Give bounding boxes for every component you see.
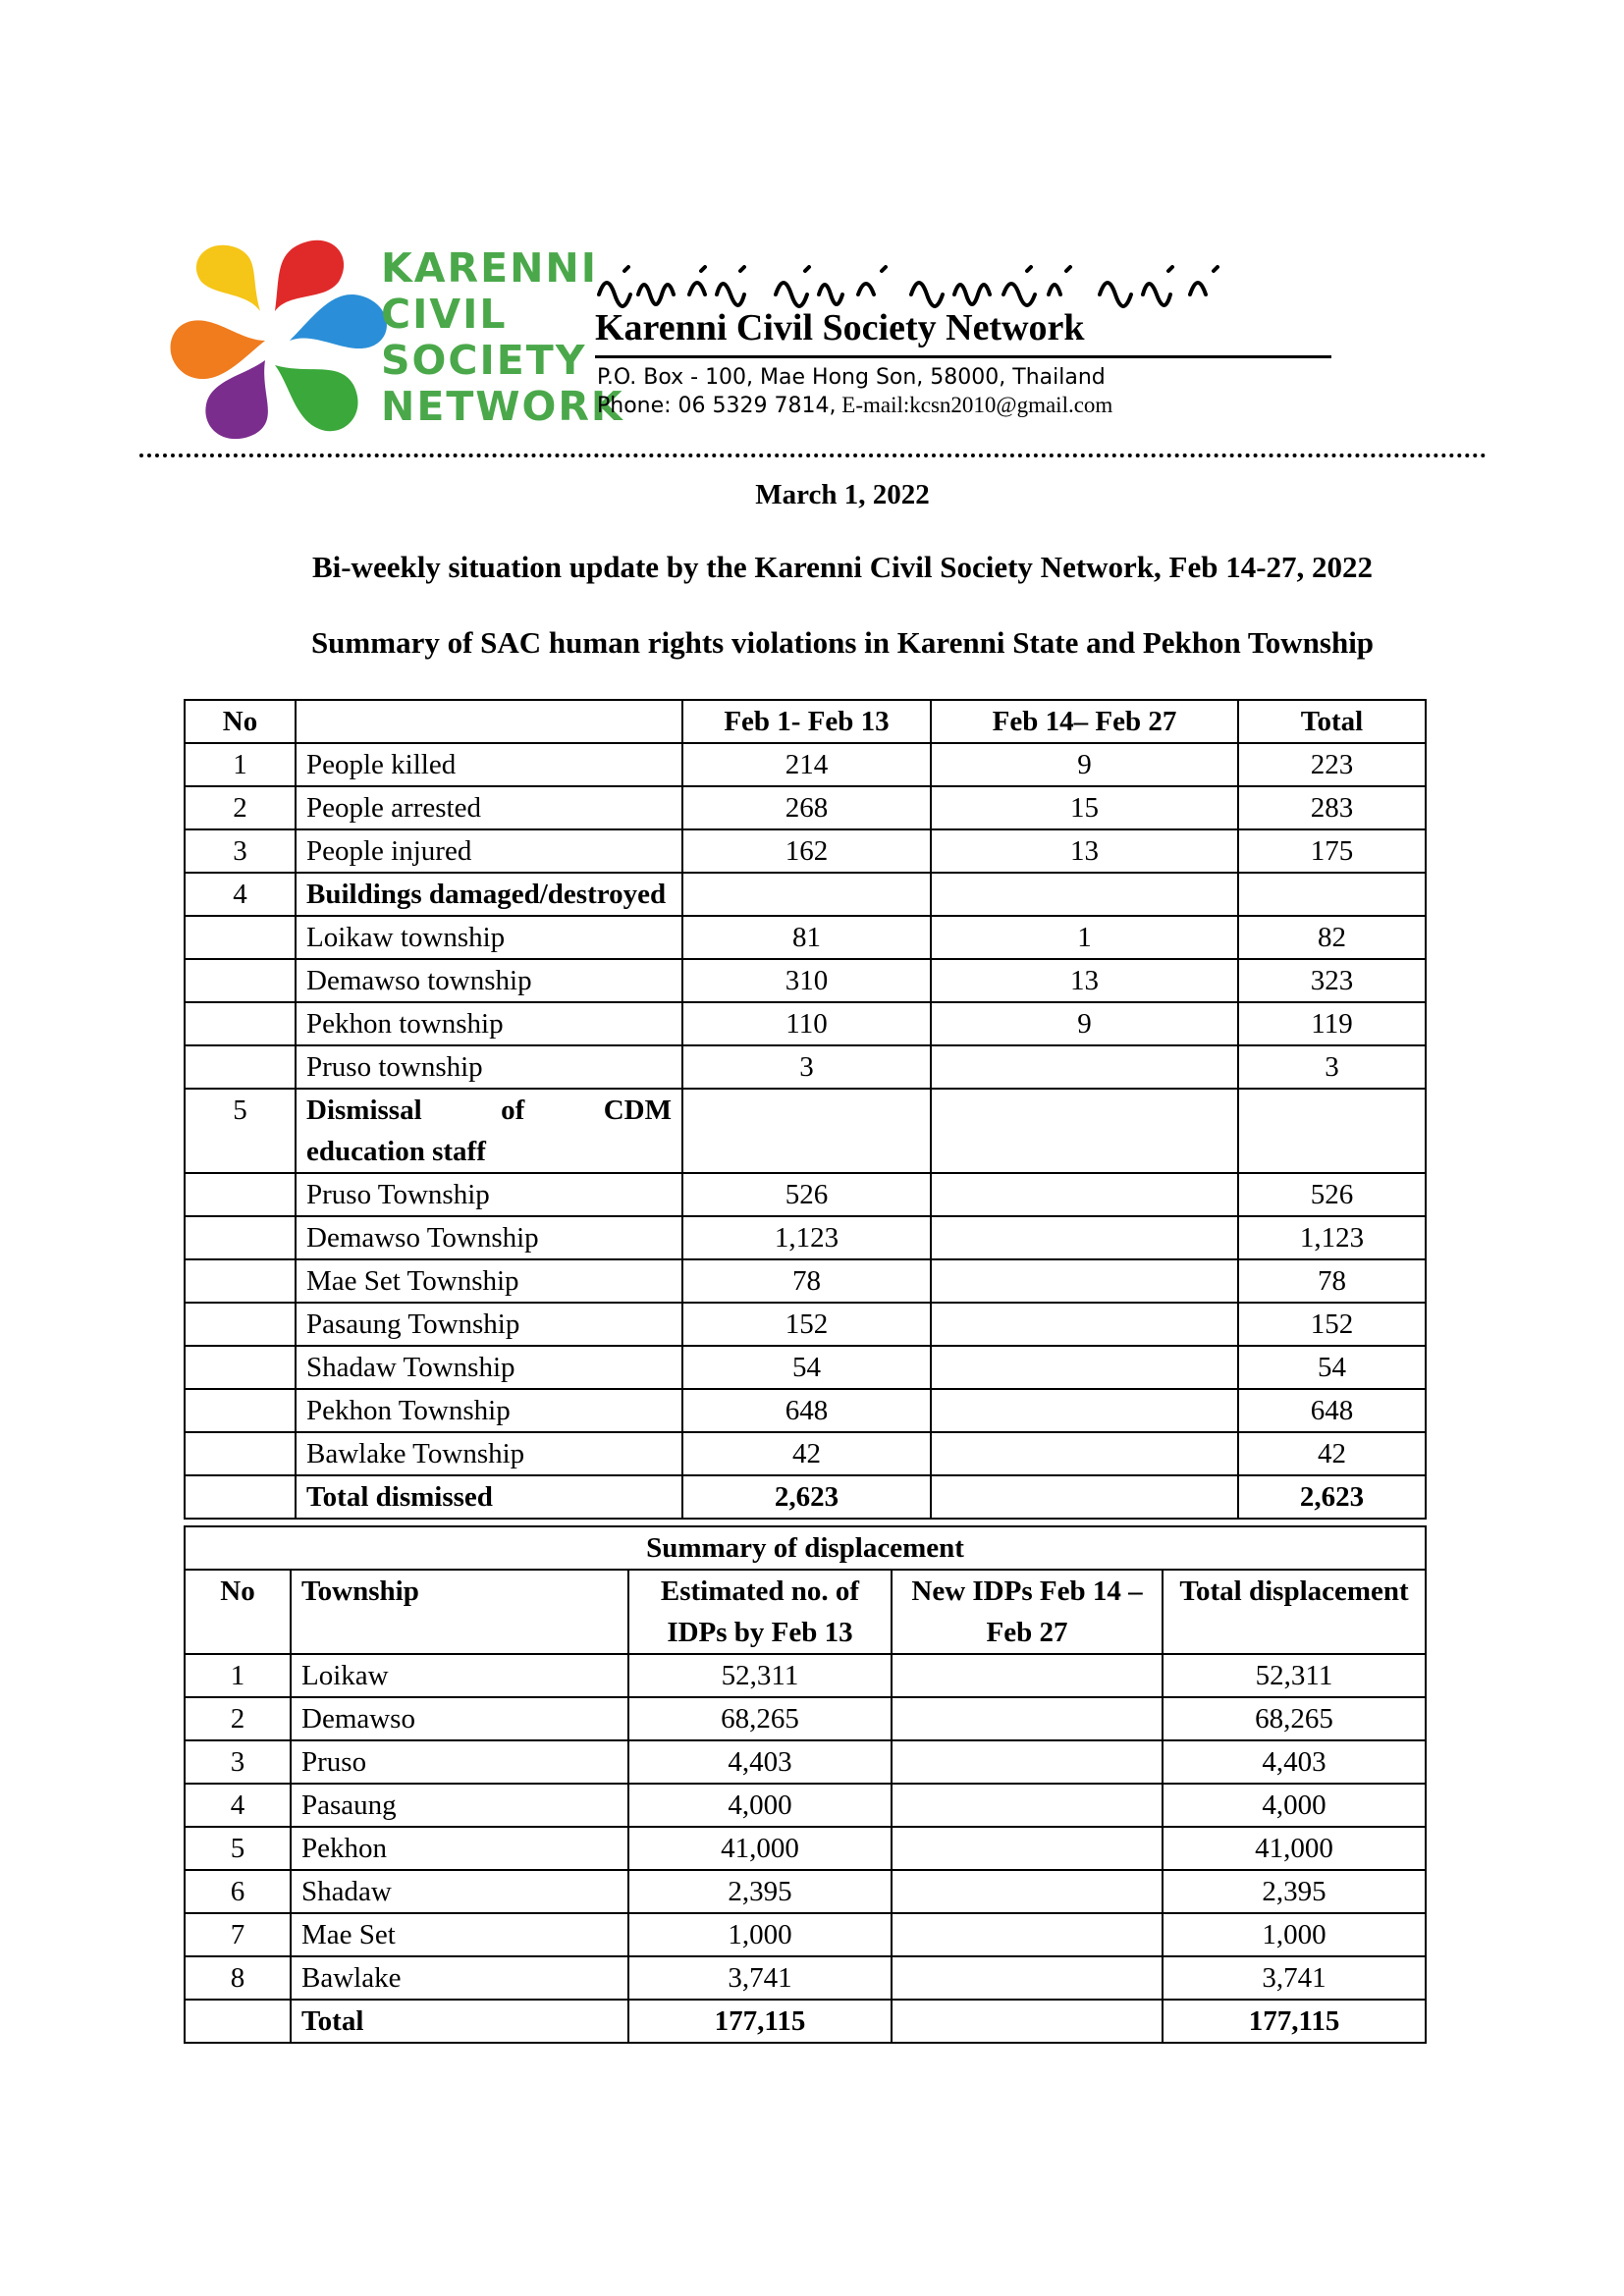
- row-number: 6: [185, 1870, 291, 1913]
- displacement-caption: Summary of displacement: [185, 1526, 1426, 1570]
- row-label-word: Dismissal: [306, 1095, 422, 1126]
- table-row: [185, 959, 1426, 1002]
- table-row: [185, 1870, 1426, 1913]
- row-label: Bawlake Township: [296, 1432, 682, 1475]
- total-value: 54: [1238, 1346, 1426, 1389]
- total-value: 152: [1238, 1303, 1426, 1346]
- row-label-line: education staff: [306, 1136, 486, 1167]
- feb14-27-value: 9: [931, 743, 1238, 786]
- column-header: No: [185, 1570, 291, 1654]
- estimated-idps-value: 4,000: [628, 1784, 892, 1827]
- row-number: 5: [185, 1827, 291, 1870]
- estimated-idps-value: 2,395: [628, 1870, 892, 1913]
- row-label: Pekhon Township: [296, 1389, 682, 1432]
- table-row: [185, 1697, 1426, 1740]
- table-row: [185, 1740, 1426, 1784]
- feb14-27-value: [931, 873, 1238, 916]
- total-displacement-value: 3,741: [1163, 1956, 1426, 2000]
- row-label: Loikaw township: [296, 916, 682, 959]
- table-caption-row: [185, 1526, 1426, 1570]
- row-label-line: [306, 1090, 672, 1131]
- township-name: Pekhon: [291, 1827, 628, 1870]
- row-number: 7: [185, 1913, 291, 1956]
- column-header: Total: [1238, 700, 1426, 743]
- new-idps-value: [892, 2000, 1163, 2043]
- table-row: [185, 1389, 1426, 1432]
- new-idps-value: [892, 1870, 1163, 1913]
- total-displacement-value: 4,000: [1163, 1784, 1426, 1827]
- feb1-13-value: 81: [682, 916, 931, 959]
- township-name: Bawlake: [291, 1956, 628, 2000]
- document-title: Bi-weekly situation update by the Karenni Civil Society Network, Feb 14-27, 2022: [311, 550, 1374, 584]
- dotted-divider: [139, 454, 1487, 457]
- feb1-13-value: 2,623: [682, 1475, 931, 1519]
- row-label: People injured: [296, 829, 682, 873]
- total-value: 3: [1238, 1045, 1426, 1089]
- table-row: [185, 1089, 1426, 1173]
- township-name: Pruso: [291, 1740, 628, 1784]
- row-label: Pruso Township: [296, 1173, 682, 1216]
- feb1-13-value: 162: [682, 829, 931, 873]
- row-number: 4: [185, 1784, 291, 1827]
- row-label: Demawso Township: [296, 1216, 682, 1259]
- feb1-13-value: 648: [682, 1389, 931, 1432]
- violations-table: [184, 699, 1427, 1520]
- document-subtitle: Summary of SAC human rights violations in Karenni State and Pekhon Township: [310, 625, 1375, 660]
- table-row: [185, 873, 1426, 916]
- township-name: Shadaw: [291, 1870, 628, 1913]
- township-name: Total: [291, 2000, 628, 2043]
- table-row: [185, 1654, 1426, 1697]
- estimated-idps-value: 41,000: [628, 1827, 892, 1870]
- row-number: [185, 916, 296, 959]
- feb14-27-value: [931, 1389, 1238, 1432]
- total-value: 82: [1238, 916, 1426, 959]
- column-header: Feb 14– Feb 27: [931, 700, 1238, 743]
- logo-wordmark: [381, 244, 624, 430]
- row-number: [185, 1216, 296, 1259]
- column-header: No: [185, 700, 296, 743]
- kcsn-logo: [167, 238, 399, 448]
- table-row: [185, 1045, 1426, 1089]
- row-label: Buildings damaged/destroyed: [296, 873, 682, 916]
- table-row: [185, 1432, 1426, 1475]
- row-number: [185, 1389, 296, 1432]
- feb1-13-value: 110: [682, 1002, 931, 1045]
- logo-word: KARENNI: [381, 244, 598, 292]
- estimated-idps-value: 177,115: [628, 2000, 892, 2043]
- table-row: [185, 1173, 1426, 1216]
- row-number: [185, 1002, 296, 1045]
- total-value: 78: [1238, 1259, 1426, 1303]
- feb14-27-value: [931, 1303, 1238, 1346]
- table-row: [185, 1784, 1426, 1827]
- table-row: [185, 1956, 1426, 2000]
- row-number: [185, 959, 296, 1002]
- feb1-13-value: [682, 873, 931, 916]
- row-label: Pruso township: [296, 1045, 682, 1089]
- row-number: [185, 2000, 291, 2043]
- row-label-word: of: [501, 1095, 525, 1126]
- row-number: 1: [185, 743, 296, 786]
- feb1-13-value: 268: [682, 786, 931, 829]
- feb14-27-value: [931, 1216, 1238, 1259]
- org-address: P.O. Box - 100, Mae Hong Son, 58000, Thailand: [597, 365, 1106, 390]
- org-contact: [597, 393, 1112, 418]
- document-date: March 1, 2022: [755, 479, 930, 510]
- total-value: 119: [1238, 1002, 1426, 1045]
- logo-word: CIVIL: [381, 291, 508, 338]
- total-value: 2,623: [1238, 1475, 1426, 1519]
- row-number: 2: [185, 786, 296, 829]
- feb1-13-value: 526: [682, 1173, 931, 1216]
- row-number: [185, 1346, 296, 1389]
- row-label: Demawso township: [296, 959, 682, 1002]
- table-header-row: [185, 1570, 1426, 1654]
- row-label: Shadaw Township: [296, 1346, 682, 1389]
- column-header: [296, 700, 682, 743]
- table-row: [185, 1346, 1426, 1389]
- row-number: 3: [185, 1740, 291, 1784]
- feb14-27-value: 13: [931, 959, 1238, 1002]
- new-idps-value: [892, 1697, 1163, 1740]
- feb1-13-value: [682, 1089, 931, 1173]
- column-header: Total displacement: [1163, 1570, 1426, 1654]
- column-header: Estimated no. of IDPs by Feb 13: [628, 1570, 892, 1654]
- feb14-27-value: [931, 1045, 1238, 1089]
- township-name: Pasaung: [291, 1784, 628, 1827]
- feb14-27-value: [931, 1346, 1238, 1389]
- feb1-13-value: 54: [682, 1346, 931, 1389]
- total-value: 648: [1238, 1389, 1426, 1432]
- township-name: Loikaw: [291, 1654, 628, 1697]
- table-row: [185, 1913, 1426, 1956]
- estimated-idps-value: 1,000: [628, 1913, 892, 1956]
- row-number: [185, 1173, 296, 1216]
- row-label: Pekhon township: [296, 1002, 682, 1045]
- row-number: 2: [185, 1697, 291, 1740]
- table-row: [185, 743, 1426, 786]
- table-row: [185, 1827, 1426, 1870]
- total-value: 1,123: [1238, 1216, 1426, 1259]
- row-number: [185, 1432, 296, 1475]
- feb14-27-value: 15: [931, 786, 1238, 829]
- row-label: People killed: [296, 743, 682, 786]
- table-row: [185, 1216, 1426, 1259]
- estimated-idps-value: 52,311: [628, 1654, 892, 1697]
- table-row: [185, 786, 1426, 829]
- total-displacement-value: 1,000: [1163, 1913, 1426, 1956]
- org-email: E-mail:kcsn2010@gmail.com: [841, 393, 1113, 417]
- row-label-word: CDM: [603, 1095, 672, 1126]
- feb14-27-value: [931, 1432, 1238, 1475]
- row-label: Mae Set Township: [296, 1259, 682, 1303]
- table-row: [185, 1475, 1426, 1519]
- new-idps-value: [892, 1956, 1163, 2000]
- row-number: [185, 1045, 296, 1089]
- table-row: [185, 916, 1426, 959]
- row-label: People arrested: [296, 786, 682, 829]
- total-value: 175: [1238, 829, 1426, 873]
- column-header: New IDPs Feb 14 – Feb 27: [892, 1570, 1163, 1654]
- total-value: 526: [1238, 1173, 1426, 1216]
- table-header-row: [185, 700, 1426, 743]
- total-value: 323: [1238, 959, 1426, 1002]
- township-name: Mae Set: [291, 1913, 628, 1956]
- table-row: [185, 1002, 1426, 1045]
- table-row: [185, 1303, 1426, 1346]
- row-label: [296, 1089, 682, 1173]
- feb1-13-value: 310: [682, 959, 931, 1002]
- estimated-idps-value: 3,741: [628, 1956, 892, 2000]
- table-row: [185, 1259, 1426, 1303]
- row-number: 5: [185, 1089, 296, 1173]
- feb14-27-value: [931, 1173, 1238, 1216]
- feb1-13-value: 214: [682, 743, 931, 786]
- feb1-13-value: 1,123: [682, 1216, 931, 1259]
- new-idps-value: [892, 1740, 1163, 1784]
- total-displacement-value: 68,265: [1163, 1697, 1426, 1740]
- new-idps-value: [892, 1913, 1163, 1956]
- total-displacement-value: 52,311: [1163, 1654, 1426, 1697]
- total-displacement-value: 2,395: [1163, 1870, 1426, 1913]
- feb14-27-value: [931, 1475, 1238, 1519]
- row-label: Total dismissed: [296, 1475, 682, 1519]
- row-number: 3: [185, 829, 296, 873]
- column-header: Township: [291, 1570, 628, 1654]
- column-header: Feb 1- Feb 13: [682, 700, 931, 743]
- total-value: 283: [1238, 786, 1426, 829]
- feb14-27-value: 1: [931, 916, 1238, 959]
- feb14-27-value: 13: [931, 829, 1238, 873]
- row-number: 4: [185, 873, 296, 916]
- total-value: [1238, 1089, 1426, 1173]
- feb1-13-value: 152: [682, 1303, 931, 1346]
- table-row: [185, 2000, 1426, 2043]
- new-idps-value: [892, 1654, 1163, 1697]
- row-number: [185, 1475, 296, 1519]
- feb1-13-value: 78: [682, 1259, 931, 1303]
- org-phone: Phone: 06 5329 7814,: [597, 394, 837, 418]
- total-displacement-value: 41,000: [1163, 1827, 1426, 1870]
- total-value: 223: [1238, 743, 1426, 786]
- karenni-script-org-name: [595, 265, 1282, 308]
- feb14-27-value: 9: [931, 1002, 1238, 1045]
- total-displacement-value: 177,115: [1163, 2000, 1426, 2043]
- row-number: 8: [185, 1956, 291, 2000]
- displacement-table: [184, 1525, 1427, 2044]
- table-row: [185, 829, 1426, 873]
- feb14-27-value: [931, 1259, 1238, 1303]
- township-name: Demawso: [291, 1697, 628, 1740]
- header-rule: [595, 355, 1331, 358]
- feb1-13-value: 3: [682, 1045, 931, 1089]
- org-name: Karenni Civil Society Network: [595, 307, 1085, 348]
- row-number: [185, 1303, 296, 1346]
- row-number: 1: [185, 1654, 291, 1697]
- total-value: [1238, 873, 1426, 916]
- estimated-idps-value: 68,265: [628, 1697, 892, 1740]
- feb1-13-value: 42: [682, 1432, 931, 1475]
- new-idps-value: [892, 1827, 1163, 1870]
- row-label: Pasaung Township: [296, 1303, 682, 1346]
- logo-word: NETWORK: [381, 383, 624, 430]
- logo-word: SOCIETY: [381, 337, 587, 384]
- feb14-27-value: [931, 1089, 1238, 1173]
- row-number: [185, 1259, 296, 1303]
- estimated-idps-value: 4,403: [628, 1740, 892, 1784]
- total-value: 42: [1238, 1432, 1426, 1475]
- total-displacement-value: 4,403: [1163, 1740, 1426, 1784]
- new-idps-value: [892, 1784, 1163, 1827]
